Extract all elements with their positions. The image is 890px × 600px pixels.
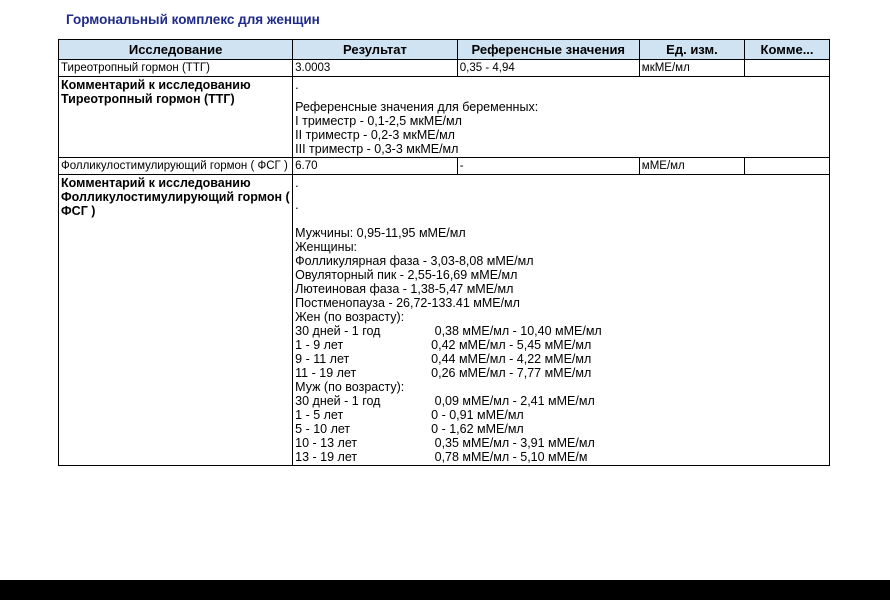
comment-line: III триместр - 0,3-3 мкМЕ/мл <box>295 142 459 156</box>
comment-line: Фолликулярная фаза - 3,03-8,08 мМЕ/мл <box>295 254 534 268</box>
test-name: Фолликулостимулирующий гормон ( ФСГ ) <box>59 158 293 175</box>
comment-line: Мужчины: 0,95-11,95 мМЕ/мл <box>295 226 466 240</box>
age-label: 11 - 19 лет <box>295 366 357 380</box>
report-title: Гормональный комплекс для женщин <box>66 12 320 27</box>
comment-line: . <box>295 78 299 92</box>
age-range-row <box>295 352 827 366</box>
age-label: 9 - 11 лет <box>295 352 350 366</box>
age-range-row <box>295 338 827 352</box>
age-value: 0,78 мМЕ/мл - 5,10 мМЕ/м <box>431 450 588 464</box>
age-value: 0,44 мМЕ/мл - 4,22 мМЕ/мл <box>431 352 592 366</box>
age-range-row <box>295 366 827 380</box>
age-label: 13 - 19 лет <box>295 450 358 464</box>
results-table <box>58 39 830 466</box>
header-test: Исследование <box>59 40 293 60</box>
age-range-row <box>295 422 827 436</box>
age-range-row <box>295 450 827 464</box>
age-label: 5 - 10 лет <box>295 422 351 436</box>
comment-line: . <box>295 176 299 190</box>
comment-row <box>59 77 830 158</box>
comment-body <box>293 175 830 466</box>
age-value: 0,35 мМЕ/мл - 3,91 мМЕ/мл <box>431 436 595 450</box>
table-row <box>59 60 830 77</box>
header-result: Результат <box>293 40 458 60</box>
age-label: 30 дней - 1 год <box>295 394 381 408</box>
comment-line: Жен (по возрасту): <box>295 310 405 324</box>
comment-row <box>59 175 830 466</box>
table-row <box>59 158 830 175</box>
comment-line: I триместр - 0,1-2,5 мкМЕ/мл <box>295 114 462 128</box>
test-comment <box>745 60 830 77</box>
header-reference: Референсные значения <box>457 40 639 60</box>
test-unit: мкМЕ/мл <box>639 60 744 77</box>
test-result: 3.0003 <box>293 60 458 77</box>
test-comment <box>745 158 830 175</box>
age-value: 0 - 1,62 мМЕ/мл <box>431 422 524 436</box>
age-value: 0 - 0,91 мМЕ/мл <box>431 408 524 422</box>
test-reference: 0,35 - 4,94 <box>457 60 639 77</box>
age-value: 0,38 мМЕ/мл - 10,40 мМЕ/мл <box>431 324 602 338</box>
comment-line: Овуляторный пик - 2,55-16,69 мМЕ/мл <box>295 268 518 282</box>
age-range-row <box>295 394 827 408</box>
age-label: 1 - 9 лет <box>295 338 344 352</box>
table-header-row <box>59 40 830 60</box>
age-range-row <box>295 408 827 422</box>
test-result: 6.70 <box>293 158 458 175</box>
comment-line: Постменопауза - 26,72-133.41 мМЕ/мл <box>295 296 520 310</box>
comment-line: Муж (по возрасту): <box>295 380 405 394</box>
age-range-row <box>295 324 827 338</box>
age-label: 10 - 13 лет <box>295 436 358 450</box>
age-label: 30 дней - 1 год <box>295 324 381 338</box>
test-unit: мМЕ/мл <box>639 158 744 175</box>
comment-title: Комментарий к исследованию Фолликулостимулирующий гормон ( ФСГ ) <box>59 175 293 466</box>
comment-line: Лютеиновая фаза - 1,38-5,47 мМЕ/мл <box>295 282 514 296</box>
test-name: Тиреотропный гормон (ТТГ) <box>59 60 293 77</box>
age-value: 0,42 мМЕ/мл - 5,45 мМЕ/мл <box>431 338 592 352</box>
age-value: 0,26 мМЕ/мл - 7,77 мМЕ/мл <box>431 366 592 380</box>
comment-body <box>293 77 830 158</box>
comment-line: II триместр - 0,2-3 мкМЕ/мл <box>295 128 455 142</box>
header-unit: Ед. изм. <box>639 40 744 60</box>
age-range-row <box>295 436 827 450</box>
comment-line: Референсные значения для беременных: <box>295 100 539 114</box>
comment-title: Комментарий к исследованию Тиреотропный гормон (ТТГ) <box>59 77 293 158</box>
test-reference: - <box>457 158 639 175</box>
comment-line: . <box>295 198 299 212</box>
header-comment: Комме... <box>745 40 830 60</box>
age-label: 1 - 5 лет <box>295 408 344 422</box>
comment-line: Женщины: <box>295 240 358 254</box>
age-value: 0,09 мМЕ/мл - 2,41 мМЕ/мл <box>431 394 595 408</box>
